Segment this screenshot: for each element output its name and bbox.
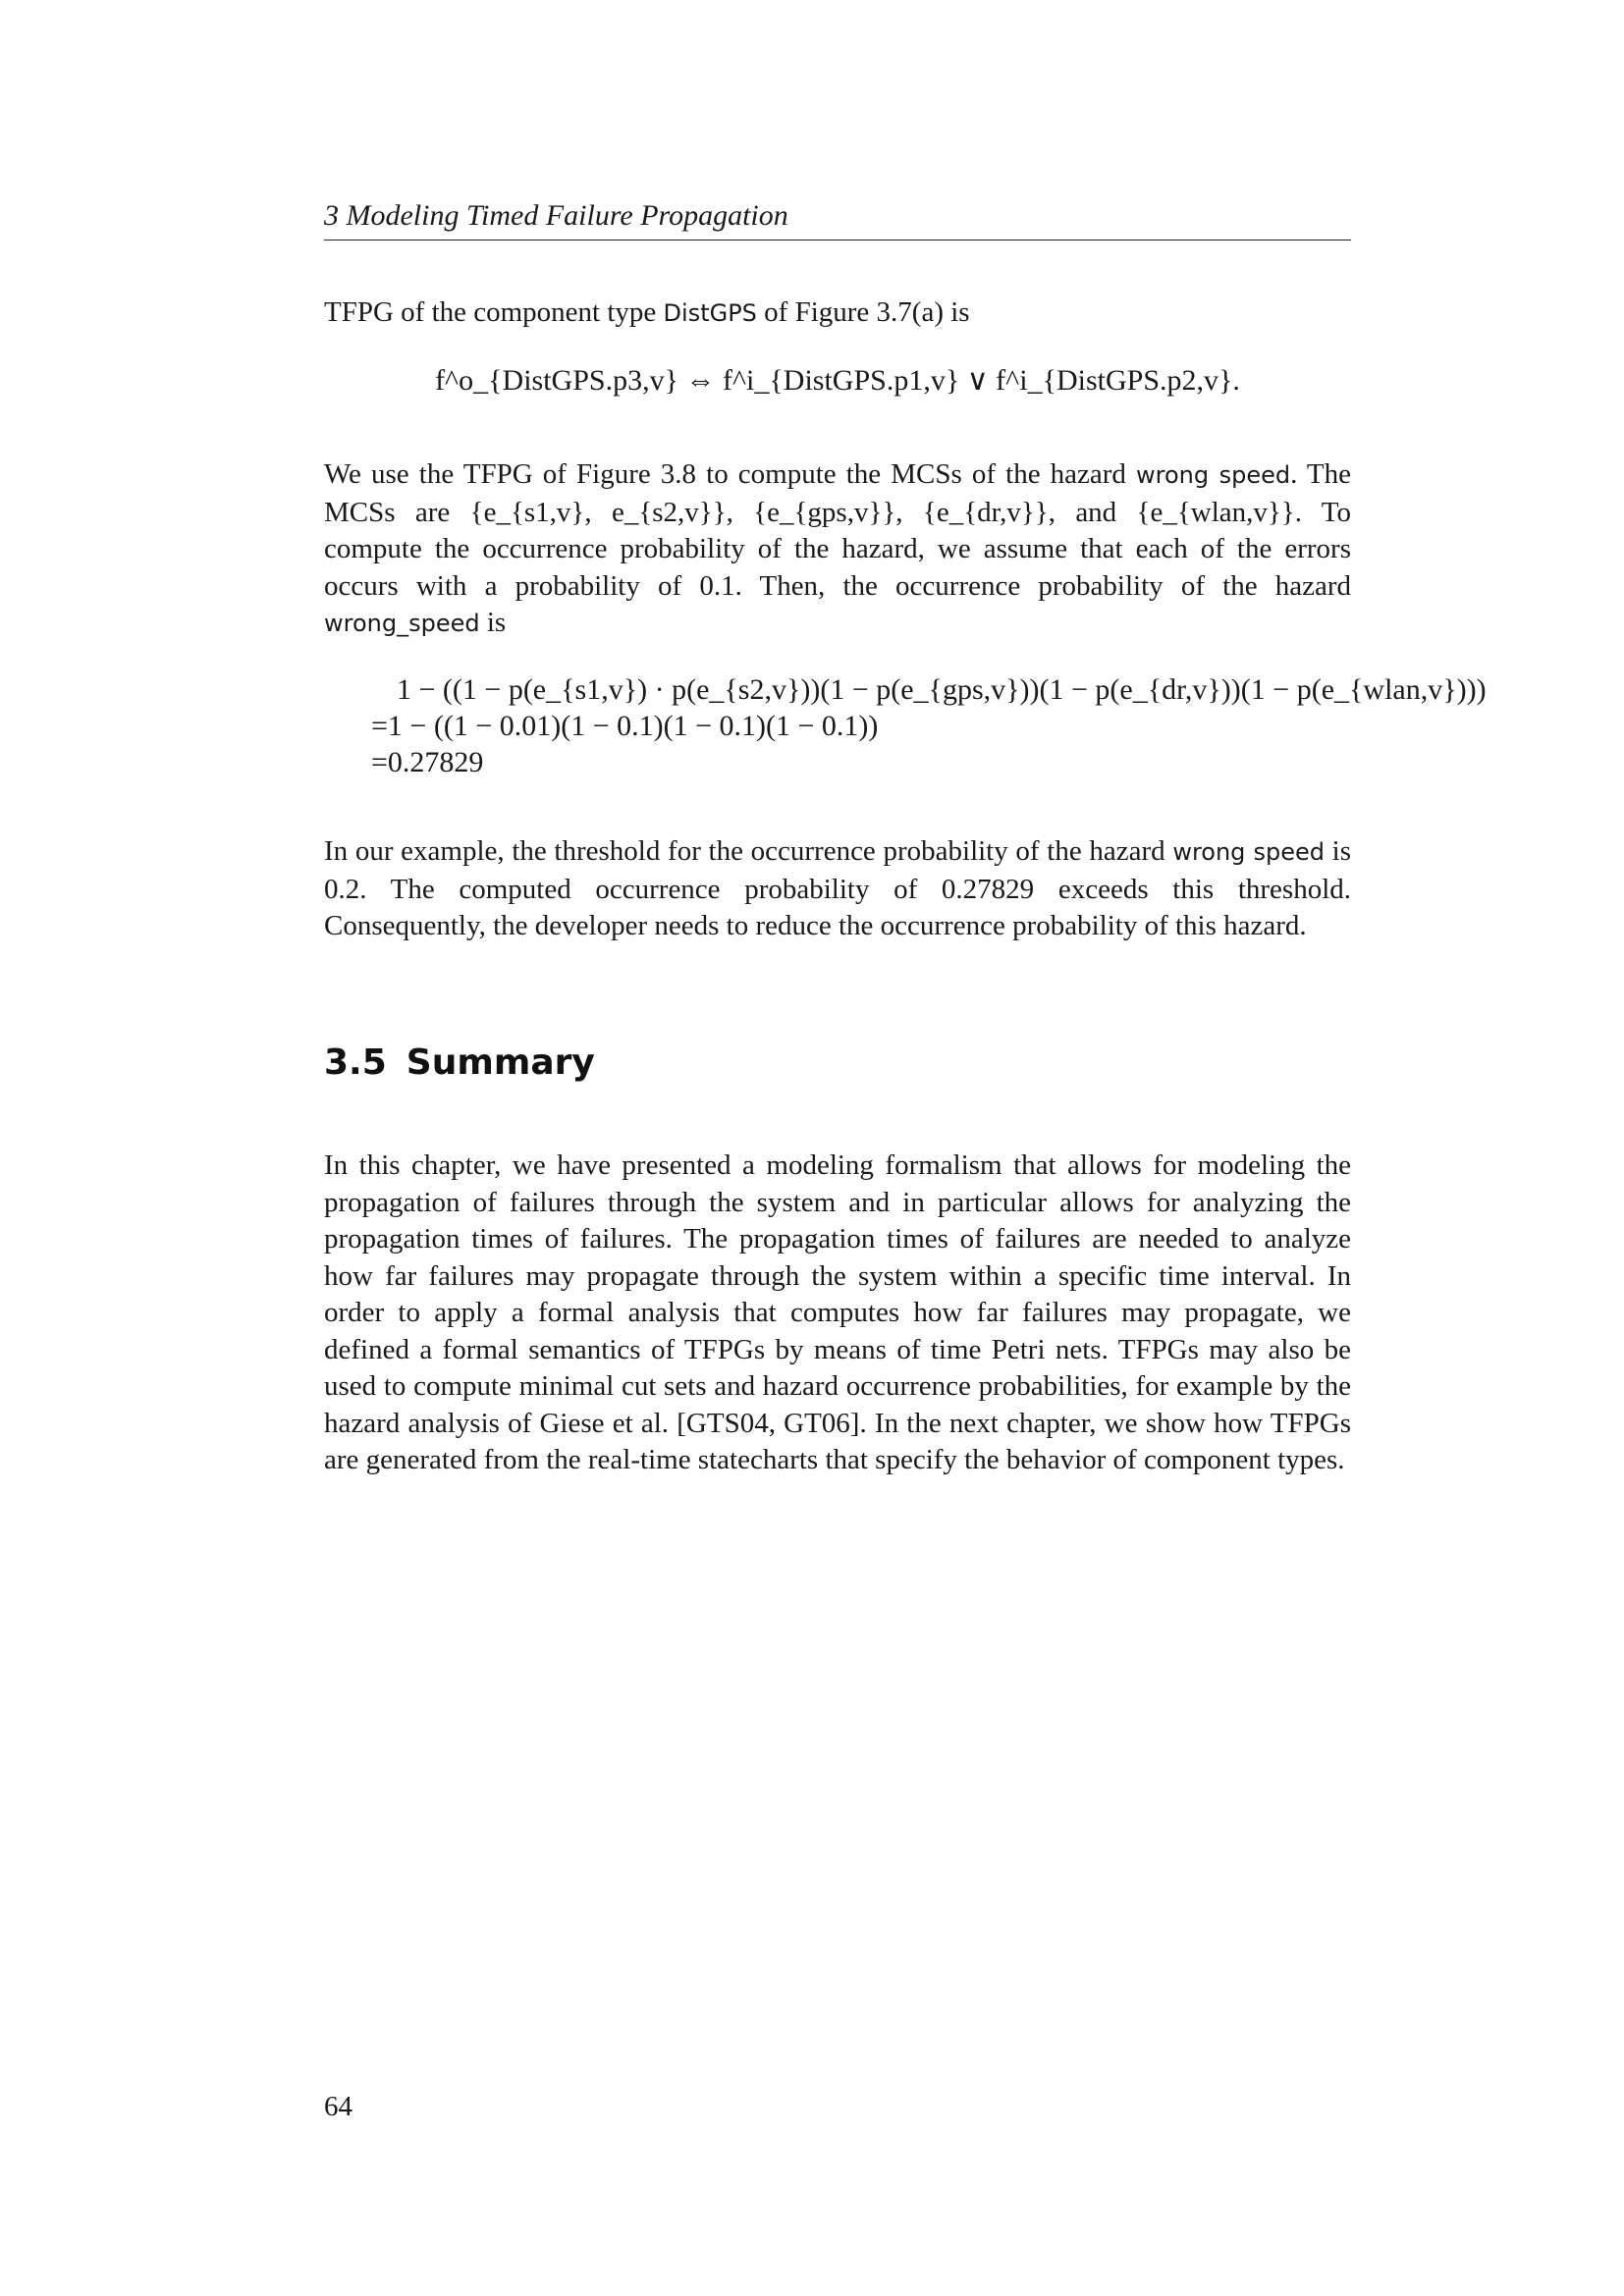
equation-line-2: =1 − ((1 − 0.01)(1 − 0.1)(1 − 0.1)(1 − 0.1)) xyxy=(371,710,879,742)
intro-text-pre: TFPG of the component type xyxy=(324,296,664,328)
section-title: Summary xyxy=(406,1042,595,1083)
intro-text-post: of Figure 3.7(a) is xyxy=(756,296,970,328)
equation-line-1: 1 − ((1 − p(e_{s1,v}) · p(e_{s2,v}))(1 − p(e_{gps,v}))(1 − p(e_{dr,v}))(1 − p(e_{wlan,v}))) xyxy=(397,673,1487,706)
equation-line-3: =0.27829 xyxy=(371,746,484,778)
formula-distgps xyxy=(324,363,1351,398)
mcs-text-3: . To compute the occurrence probability of the hazard, we assume that each of the errors occurs with a probability of 0.1. Then, the occurrence probability of the hazard xyxy=(324,496,1351,602)
component-name: DistGPS xyxy=(663,299,757,327)
hazard-name: wrong_speed xyxy=(324,610,480,637)
page-header xyxy=(324,192,1351,240)
mcs-paragraph xyxy=(324,456,1351,643)
hazard-name: wrong speed xyxy=(1172,838,1325,866)
summary-text: In this chapter, we have presented a modeling formalism that allows for modeling the propagation of failures through the system and in particular allows for analyzing the propagation times of failures. The propagation times of failures are needed to analyze how far failures may propagate through the system within a specific time interval. In order to apply a formal analysis that computes how far failures may propagate, we defined a formal semantics of TFPGs by means of time Petri nets. TFPGs may also be used to compute minimal cut sets and hazard occurrence probabilities, for example by the hazard analysis of Giese et al. [GTS04, GT06]. In the next chapter, we show how TFPGs are generated from the real-time statecharts that specify the behavior of component types. xyxy=(324,1149,1351,1475)
summary-paragraph xyxy=(324,1148,1351,1479)
probability-equation xyxy=(371,671,1487,780)
mcs-sets: {e_{s1,v}, e_{s2,v}}, {e_{gps,v}}, {e_{dr,v}}, and {e_{wlan,v}} xyxy=(469,496,1295,528)
section-heading xyxy=(324,1042,595,1083)
intro-paragraph xyxy=(324,294,1351,333)
running-title: 3 Modeling Timed Failure Propagation xyxy=(324,199,788,232)
section-number: 3.5 xyxy=(324,1042,387,1083)
hazard-name: wrong speed xyxy=(1136,461,1291,489)
formula-distgps-text: f^o_{DistGPS.p3,v} ⇔ f^i_{DistGPS.p1,v} ∨ f^i_{DistGPS.p2,v}. xyxy=(435,364,1240,397)
mcs-text-4: is xyxy=(479,607,507,638)
threshold-text-1: In our example, the threshold for the occurrence probability of the hazard xyxy=(324,835,1173,867)
page-number: 64 xyxy=(324,2091,352,2122)
mcs-text-1: We use the TFPG of Figure 3.8 to compute the MCSs of the hazard xyxy=(324,458,1137,490)
threshold-text-2: is 0.2. The computed occurrence probability of 0.27829 exceeds this threshold. Consequently, the developer needs to reduce the occurrence probability of this hazard. xyxy=(324,835,1352,941)
threshold-paragraph xyxy=(324,833,1351,945)
mcs-text-2: . The MCSs are xyxy=(324,458,1352,528)
